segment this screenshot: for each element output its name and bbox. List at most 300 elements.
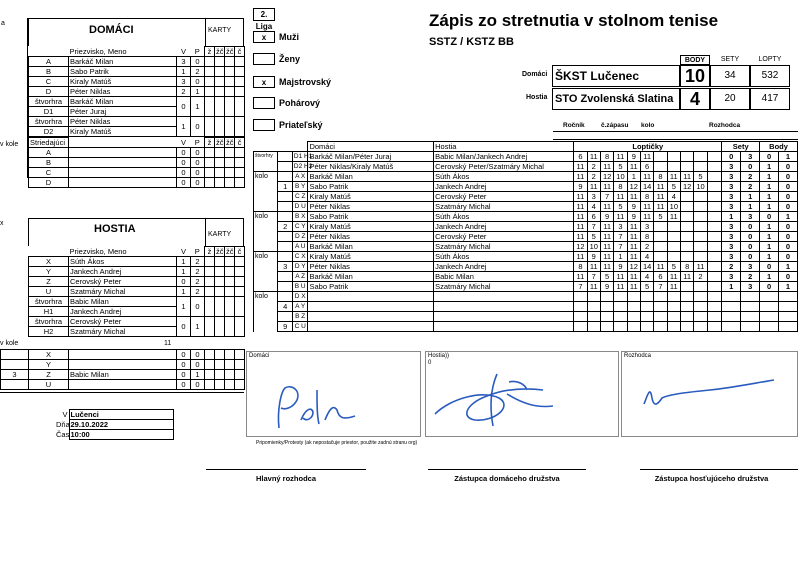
match-ball-score (694, 312, 707, 322)
match-ball-score: 11 (681, 172, 694, 182)
match-ball-score: 11 (627, 252, 640, 262)
match-ball-score: 9 (627, 212, 640, 222)
match-ball-score: 5 (667, 262, 680, 272)
player-wins: 1 (177, 267, 191, 277)
card-cell (235, 148, 245, 158)
col-balls: Loptičky (574, 142, 722, 152)
match-round-num: 4 (278, 302, 292, 312)
match-sets-away: 1 (741, 202, 760, 212)
card-cell (235, 77, 245, 87)
match-ball-score: 11 (627, 282, 640, 292)
match-ball-score: 9 (574, 182, 587, 192)
category-checkbox[interactable] (253, 53, 275, 65)
match-ball-score: 6 (640, 162, 653, 172)
match-codes: C Y (292, 222, 308, 232)
match-points-home: 1 (760, 232, 779, 242)
match-ball-score: 11 (654, 262, 667, 272)
home-players-table (28, 46, 245, 137)
match-ball-score (614, 292, 627, 302)
match-ball-score: 11 (587, 282, 600, 292)
match-sets-away: 0 (741, 242, 760, 252)
match-sets-away: 2 (741, 182, 760, 192)
match-ball-score (694, 202, 707, 212)
match-away-player (434, 312, 574, 322)
away-cards-label: KARTY (208, 231, 232, 238)
card-cell (225, 97, 235, 117)
score-panel (518, 55, 798, 111)
match-ball-score: 8 (614, 182, 627, 192)
match-ball-score (681, 302, 694, 312)
player-row (29, 57, 245, 67)
match-sets-away: 2 (741, 172, 760, 182)
match-points-away (778, 292, 797, 302)
away-card-zc2: žč (226, 247, 234, 256)
card-cell (215, 287, 225, 297)
card-cell (225, 117, 235, 137)
match-sets-away (741, 292, 760, 302)
sub-code: D (29, 178, 69, 188)
player-row (29, 77, 245, 87)
match-codes: D U (292, 202, 308, 212)
match-row (254, 202, 798, 212)
match-ball-score (707, 302, 722, 312)
home-signature (257, 380, 367, 432)
sub-name (69, 178, 177, 188)
match-ball-score (681, 212, 694, 222)
match-ball-score: 12 (627, 262, 640, 272)
match-round-num (278, 192, 292, 202)
match-ball-score: 11 (654, 202, 667, 212)
match-codes: C U (292, 322, 308, 332)
match-codes: B X (292, 212, 308, 222)
match-ball-score: 11 (574, 252, 587, 262)
match-ball-score: 9 (614, 262, 627, 272)
match-sets-home: 1 (722, 282, 741, 292)
subs-col-v: V (180, 137, 186, 147)
match-ball-score: 8 (640, 192, 653, 202)
match-points-home: 1 (760, 242, 779, 252)
match-codes: D Y (292, 262, 308, 272)
away-sets: 20 (710, 88, 750, 110)
match-ball-score: 11 (574, 222, 587, 232)
match-ball-score (640, 312, 653, 322)
player-row (29, 257, 245, 267)
match-row (254, 162, 798, 172)
match-home-player (308, 302, 434, 312)
ref-sign-line (206, 469, 366, 470)
match-away-player: Súth Ákos (434, 172, 574, 182)
match-away-player (434, 322, 574, 332)
card-cell (205, 148, 215, 158)
match-ball-score (667, 312, 680, 322)
match-sets-away: 3 (741, 212, 760, 222)
sub-row (1, 350, 245, 360)
card-cell (225, 158, 235, 168)
match-ball-score (694, 252, 707, 262)
sub-losses: 0 (191, 350, 205, 360)
match-row (254, 152, 798, 162)
match-sets-away: 3 (741, 282, 760, 292)
subs-title: Striedajúci (29, 138, 69, 148)
match-round-num (278, 172, 292, 182)
match-sets-home: 3 (722, 202, 741, 212)
meta-input-row[interactable] (553, 131, 798, 140)
match-ball-score: 7 (614, 242, 627, 252)
match-round-label (254, 272, 278, 282)
match-ball-score: 7 (587, 222, 600, 232)
away-sub-round-label: v kole (0, 340, 19, 347)
match-ball-score: 11 (627, 232, 640, 242)
doubles-player: Szatmáry Michal (69, 327, 177, 337)
match-ball-score: 11 (600, 232, 613, 242)
match-ball-score (707, 322, 722, 332)
match-ball-score (574, 322, 587, 332)
match-ball-score (600, 312, 613, 322)
match-ball-score (707, 252, 722, 262)
match-ball-score (667, 292, 680, 302)
doubles-wins: 0 (177, 317, 191, 337)
match-points-home: 1 (760, 222, 779, 232)
match-sets-home: 3 (722, 242, 741, 252)
sub-code: U (29, 380, 69, 390)
player-wins: 2 (177, 87, 191, 97)
doubles-player: Jankech Andrej (69, 307, 177, 317)
match-row (254, 272, 798, 282)
page-subtitle: SSTZ / KSTZ BB (429, 36, 514, 48)
match-row (254, 282, 798, 292)
category-checkbox[interactable] (253, 119, 275, 131)
match-ball-score (600, 302, 613, 312)
match-sets-away: 0 (741, 252, 760, 262)
match-ball-score: 11 (587, 152, 600, 162)
card-cell (215, 57, 225, 67)
match-round-num (278, 202, 292, 212)
match-ball-score (694, 212, 707, 222)
home-roster (28, 18, 244, 188)
place-label: V (62, 410, 68, 419)
match-ball-score: 12 (574, 242, 587, 252)
home-cards-label: KARTY (208, 27, 232, 34)
match-ball-score (707, 272, 722, 282)
protest-note: Pripomienky/Protesty (ak nepostačuje priestor, použite zadnú stranu org) (256, 440, 418, 446)
match-row (254, 262, 798, 272)
match-ball-score: 11 (600, 222, 613, 232)
match-sets-home: 3 (722, 252, 741, 262)
sub-row (29, 168, 245, 178)
match-ball-score: 11 (587, 182, 600, 192)
sub-row (1, 380, 245, 390)
doubles-row (29, 117, 245, 127)
match-sets-home: 1 (722, 212, 741, 222)
match-ball-score (614, 302, 627, 312)
match-ball-score (707, 222, 722, 232)
category-checkbox[interactable] (253, 97, 275, 109)
match-sets-home: 3 (722, 172, 741, 182)
match-points-home: 1 (760, 202, 779, 212)
match-round-num (278, 242, 292, 252)
match-ball-score (694, 242, 707, 252)
score-body-label: BODY (680, 55, 710, 65)
card-cell (215, 380, 225, 390)
doubles-label: štvorhra (29, 117, 69, 127)
match-round-label (254, 322, 278, 332)
match-ball-score (654, 292, 667, 302)
match-ball-score (681, 252, 694, 262)
match-ball-score: 11 (574, 212, 587, 222)
match-points-away: 1 (778, 282, 797, 292)
away-title: HOSTIA (94, 223, 136, 235)
match-ball-score: 11 (600, 202, 613, 212)
card-cell (205, 257, 215, 267)
card-cell (215, 97, 225, 117)
match-row (254, 242, 798, 252)
match-ball-score: 10 (614, 172, 627, 182)
match-ball-score: 14 (640, 182, 653, 192)
player-wins: 1 (177, 257, 191, 267)
match-ball-score: 7 (654, 282, 667, 292)
match-points-away: 1 (778, 152, 797, 162)
match-ball-score (574, 292, 587, 302)
match-round-label (254, 182, 278, 192)
card-cell (205, 350, 215, 360)
match-sets-away: 2 (741, 272, 760, 282)
sub-row (29, 158, 245, 168)
match-ball-score (587, 292, 600, 302)
card-cell (225, 148, 235, 158)
match-ball-score (681, 192, 694, 202)
card-cell (205, 87, 215, 97)
sub-row (1, 370, 245, 380)
away-roster-header (28, 218, 244, 246)
card-cell (225, 168, 235, 178)
match-ball-score: 9 (600, 282, 613, 292)
card-cell (235, 168, 245, 178)
col-sets: Sety (722, 142, 760, 152)
card-cell (215, 360, 225, 370)
doubles-wins: 0 (177, 97, 191, 117)
match-ball-score (681, 322, 694, 332)
card-cell (225, 360, 235, 370)
match-round-label (254, 242, 278, 252)
col-away: Hostia (434, 142, 574, 152)
match-ball-score (707, 152, 722, 162)
match-codes: A X (292, 172, 308, 182)
match-ball-score (707, 312, 722, 322)
match-codes: A U (292, 242, 308, 252)
card-cell (215, 158, 225, 168)
sub-wins: 0 (177, 360, 191, 370)
match-ball-score (681, 222, 694, 232)
col-points: Body (760, 142, 798, 152)
match-home-player: Péter Niklas (308, 202, 434, 212)
doubles-player: Péter Juraj (69, 107, 177, 117)
match-ball-score: 5 (694, 172, 707, 182)
doubles-label: štvorhra (29, 297, 69, 307)
match-codes: B U (292, 282, 308, 292)
sub-code: Y (29, 360, 69, 370)
col-p: P (194, 46, 200, 56)
card-cell (225, 317, 235, 337)
card-cell (205, 370, 215, 380)
category-label: Muži (279, 32, 299, 42)
subs-card-z: ž (205, 138, 215, 148)
match-points-away (778, 312, 797, 322)
player-name: Kiraly Matúš (69, 77, 177, 87)
match-ball-score: 11 (640, 212, 653, 222)
match-row (254, 292, 798, 302)
sub-round (1, 380, 29, 390)
match-codes: D2 H2 (293, 163, 313, 170)
card-cell (235, 87, 245, 97)
match-home-player: Péter Niklas/Kiraly Matúš (308, 162, 434, 172)
match-ball-score (600, 292, 613, 302)
card-cell (235, 360, 245, 370)
col-v: V (180, 46, 186, 56)
match-codes: C X (292, 252, 308, 262)
match-points-home: 0 (760, 262, 779, 272)
player-wins: 3 (177, 57, 191, 67)
match-home-player: Sabo Patrik (308, 282, 434, 292)
match-round-num (278, 152, 292, 162)
match-ball-score (681, 312, 694, 322)
away-col-p: P (194, 246, 200, 256)
player-row (29, 267, 245, 277)
card-cell (225, 297, 235, 317)
match-round-label (254, 222, 278, 232)
card-cell (215, 297, 225, 317)
match-points-away: 0 (778, 252, 797, 262)
match-ball-score: 11 (614, 192, 627, 202)
player-name: Péter Niklas (69, 87, 177, 97)
match-round-label: kolo (254, 252, 278, 262)
match-points-home: 1 (760, 192, 779, 202)
date-value: 29.10.2022 (69, 420, 173, 430)
match-ball-score (654, 162, 667, 172)
match-ball-score: 7 (614, 232, 627, 242)
card-cell (235, 380, 245, 390)
doubles-label: štvorhra (29, 97, 69, 107)
match-ball-score (654, 222, 667, 232)
sub-name (69, 380, 177, 390)
doubles-losses: 0 (191, 117, 205, 137)
sub-losses: 0 (191, 158, 205, 168)
card-cell (235, 67, 245, 77)
match-ball-score (707, 192, 722, 202)
card-cell (205, 97, 215, 117)
match-ball-score (707, 292, 722, 302)
category-checkbox[interactable]: x (253, 76, 275, 88)
match-sets-home (722, 292, 741, 302)
match-ball-score: 9 (627, 152, 640, 162)
match-ball-score: 11 (694, 262, 707, 272)
sub-code: X (29, 350, 69, 360)
match-points-home (760, 302, 779, 312)
away-side-label: x (0, 220, 4, 227)
match-home-player (308, 312, 434, 322)
card-cell (215, 148, 225, 158)
match-ball-score (667, 322, 680, 332)
match-sets-home: 3 (722, 162, 741, 172)
card-z: ž (205, 47, 215, 57)
away-players-header (29, 247, 245, 257)
match-ball-score (600, 322, 613, 332)
category-checkbox[interactable]: x (253, 31, 275, 43)
page-title: Zápis zo stretnutia v stolnom tenise (429, 11, 719, 30)
col-home: Domáci (308, 142, 434, 152)
match-sets-away: 1 (741, 192, 760, 202)
match-ball-score: 4 (640, 252, 653, 262)
match-ball-score: 8 (681, 262, 694, 272)
match-ball-score: 8 (574, 262, 587, 272)
player-wins: 3 (177, 77, 191, 87)
player-row (29, 287, 245, 297)
player-code: A (29, 57, 69, 67)
card-cell (225, 178, 235, 188)
match-away-player: Szatmáry Michal (434, 282, 574, 292)
match-ball-score: 11 (667, 212, 680, 222)
match-home-player: Kiraly Matúš (308, 222, 434, 232)
league-box: 2. Liga (253, 8, 275, 21)
match-ball-score: 2 (640, 242, 653, 252)
player-code: B (29, 67, 69, 77)
match-ball-score: 6 (654, 272, 667, 282)
match-ball-score (654, 312, 667, 322)
match-ball-score: 1 (614, 252, 627, 262)
match-sets-away: 3 (741, 262, 760, 272)
match-codes: B Y (292, 182, 308, 192)
match-ball-score: 11 (627, 222, 640, 232)
match-points-away: 0 (778, 202, 797, 212)
player-name: Jankech Andrej (69, 267, 177, 277)
card-cell (225, 67, 235, 77)
doubles-row (29, 97, 245, 107)
home-side-label: a (1, 20, 5, 27)
match-ball-score (681, 162, 694, 172)
match-ball-score: 11 (627, 272, 640, 282)
card-cell (205, 158, 215, 168)
match-points-away: 0 (778, 222, 797, 232)
match-sets-home: 3 (722, 272, 741, 282)
match-ball-score: 11 (600, 242, 613, 252)
player-code: D (29, 87, 69, 97)
away-card-zc: žč (216, 247, 224, 256)
doubles-wins: 1 (177, 117, 191, 137)
match-ball-score (640, 302, 653, 312)
match-ball-score: 11 (574, 202, 587, 212)
match-ball-score (667, 222, 680, 232)
match-ball-score: 11 (614, 282, 627, 292)
match-ball-score: 11 (600, 182, 613, 192)
away-players-table (28, 246, 245, 337)
match-ball-score: 2 (587, 162, 600, 172)
matches-header (254, 142, 798, 152)
match-round-num: 9 (278, 322, 292, 332)
sub-name (69, 158, 177, 168)
match-ball-score: 14 (640, 262, 653, 272)
match-home-player: Péter Niklas (308, 262, 434, 272)
card-cell (205, 287, 215, 297)
meta-zapas: č.zápasu (601, 122, 629, 129)
match-away-player: Szatmáry Michal (434, 242, 574, 252)
player-code: C (29, 77, 69, 87)
match-ball-score: 4 (667, 192, 680, 202)
match-row (254, 182, 798, 192)
match-away-player: Babic Milan (434, 272, 574, 282)
card-cell (205, 360, 215, 370)
match-ball-score: 5 (667, 182, 680, 192)
match-ball-score: 10 (587, 242, 600, 252)
player-wins: 1 (177, 287, 191, 297)
